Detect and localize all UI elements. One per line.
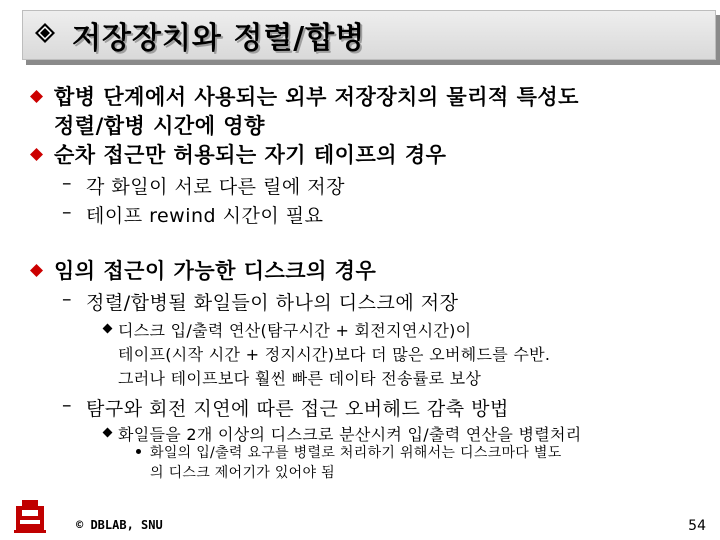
sub-bullet-text: 탐구와 회전 지연에 따른 접근 오버헤드 감축 방법	[86, 398, 509, 420]
red-diamond-bullet-icon	[30, 264, 43, 277]
bullet-text: 합병 단계에서 사용되는 외부 저장장치의 물리적 특성도	[54, 85, 579, 109]
red-diamond-bullet-icon	[30, 148, 43, 161]
footer-copyright: © DBLAB, SNU	[76, 518, 163, 532]
dash-bullet: –	[62, 394, 72, 416]
detail-text: 테이프(시작 시간 + 정지시간)보다 더 많은 오버헤드를 수반.	[118, 345, 551, 364]
detail-text: 그러나 테이프보다 훨씬 빠른 데이타 전송률로 보상	[118, 369, 482, 388]
page-title: 저장장치와 정렬/합병	[72, 21, 366, 56]
dash-bullet: –	[62, 288, 72, 310]
sub-detail-text: 화일의 입/출력 요구를 병렬로 처리하기 위해서는 디스크마다 별도	[150, 445, 562, 461]
square-bullet-icon	[103, 324, 113, 334]
bullet-text: 임의 접근이 가능한 디스크의 경우	[54, 259, 377, 283]
detail-text: 디스크 입/출력 연산(탐구시간 + 회전지연시간)이	[118, 321, 472, 340]
diamond-bullet-icon	[34, 22, 56, 44]
dot-bullet-icon	[136, 449, 141, 454]
sub-bullet-text: 테이프 rewind 시간이 필요	[86, 205, 324, 227]
bullet-text-continued: 정렬/합병 시간에 영향	[54, 114, 265, 138]
sub-bullet-text: 정렬/합병될 화일들이 하나의 디스크에 저장	[86, 292, 459, 314]
bullet-text: 순차 접근만 허용되는 자기 테이프의 경우	[54, 143, 447, 167]
dash-bullet: –	[62, 201, 72, 223]
detail-text: 화일들을 2개 이상의 디스크로 분산시켜 입/출력 연산을 병렬처리	[118, 425, 582, 444]
university-logo	[8, 492, 52, 536]
square-bullet-icon	[103, 428, 113, 438]
page-number: 54	[688, 518, 706, 534]
sub-detail-text: 의 디스크 제어기가 있어야 됨	[150, 465, 335, 481]
sub-bullet-text: 각 화일이 서로 다른 릴에 저장	[86, 176, 345, 198]
dash-bullet: –	[62, 172, 72, 194]
red-diamond-bullet-icon	[30, 90, 43, 103]
